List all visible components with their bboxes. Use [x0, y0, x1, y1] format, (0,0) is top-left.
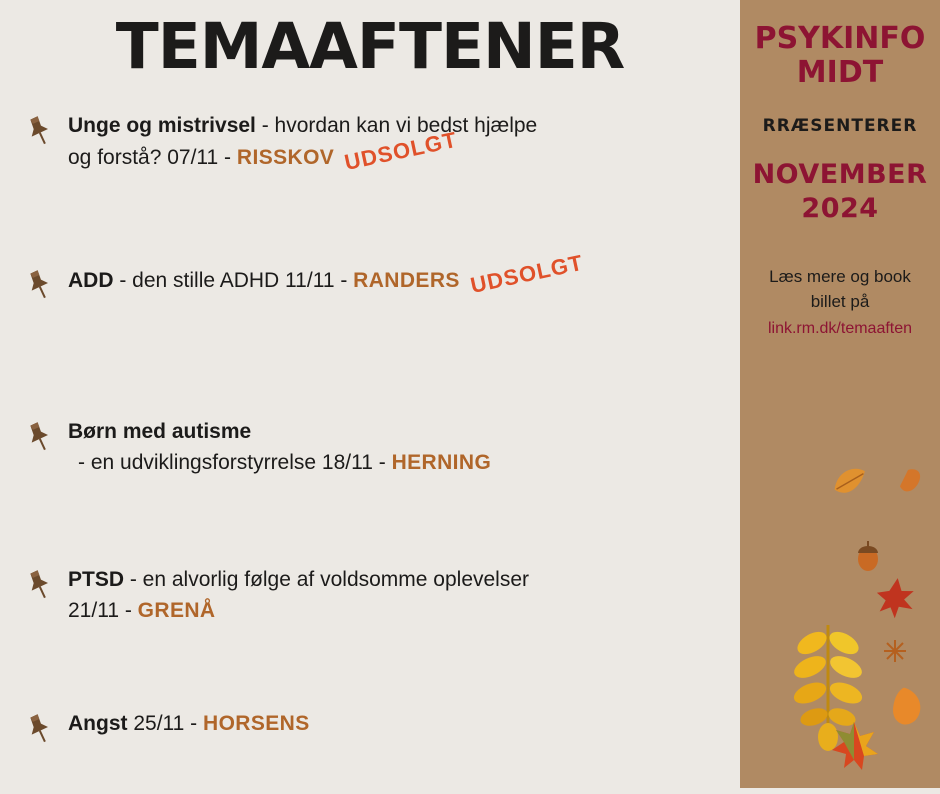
- event-location: HORSENS: [203, 712, 310, 736]
- read-more-text: [748, 264, 932, 341]
- list-item[interactable]: [0, 110, 740, 196]
- brand-line-1: PSYKINFO: [754, 21, 926, 56]
- page-title: TEMAAFTENER: [115, 10, 625, 83]
- pushpin-icon: [22, 712, 56, 746]
- read-more-line-2: billet på: [810, 292, 870, 311]
- pushpin-icon: [22, 420, 56, 454]
- event-line-1: [68, 416, 720, 447]
- event-list: [0, 110, 740, 794]
- list-item[interactable]: [0, 416, 740, 502]
- event-line-1: [68, 249, 720, 299]
- booking-link[interactable]: link.rm.dk/temaaften: [767, 320, 913, 337]
- brand-name: [748, 22, 932, 90]
- month-name: NOVEMBER: [752, 159, 928, 190]
- event-location: RISSKOV: [236, 146, 335, 170]
- pushpin-icon: [22, 568, 56, 602]
- pushpin-icon: [22, 114, 56, 148]
- event-title: Angst: [68, 712, 128, 736]
- event-line-2: [68, 447, 720, 478]
- brand-line-2: MIDT: [796, 55, 884, 90]
- event-desc: - den stille ADHD 11/11 -: [113, 269, 354, 293]
- status-badge: UDSOLGT: [342, 126, 460, 176]
- sidebar-content: [740, 0, 940, 341]
- event-date: 21/11 -: [68, 599, 138, 623]
- month-label: [748, 158, 932, 226]
- event-location: GRENÅ: [137, 599, 216, 623]
- list-item[interactable]: [0, 708, 740, 794]
- read-more-line-1: Læs mere og book: [769, 267, 911, 286]
- event-line-2: [68, 595, 720, 626]
- sidebar: [740, 0, 940, 788]
- list-item[interactable]: [0, 564, 740, 650]
- event-title: Børn med autisme: [68, 420, 252, 444]
- status-badge: UDSOLGT: [467, 249, 586, 299]
- event-date: 25/11 -: [127, 712, 203, 736]
- event-date: og forstå? 07/11 -: [68, 146, 237, 170]
- presents-label: RRÆSENTERER: [762, 116, 918, 136]
- event-title: ADD: [68, 269, 114, 293]
- pushpin-icon: [22, 268, 56, 302]
- event-title: PTSD: [68, 568, 125, 592]
- event-location: RANDERS: [353, 269, 460, 293]
- event-location: HERNING: [391, 451, 492, 475]
- event-line-1: [68, 708, 720, 739]
- event-desc: - en alvorlig følge af voldsomme oplevelser: [124, 568, 530, 592]
- event-desc: - en udviklingsforstyrrelse 18/11 -: [78, 451, 392, 475]
- year-label: 2024: [801, 193, 879, 224]
- event-desc: - hvordan kan vi bedst hjælpe: [255, 114, 538, 138]
- list-item[interactable]: [0, 249, 740, 350]
- event-line-1: [68, 564, 720, 595]
- event-title: Unge og mistrivsel: [68, 114, 256, 138]
